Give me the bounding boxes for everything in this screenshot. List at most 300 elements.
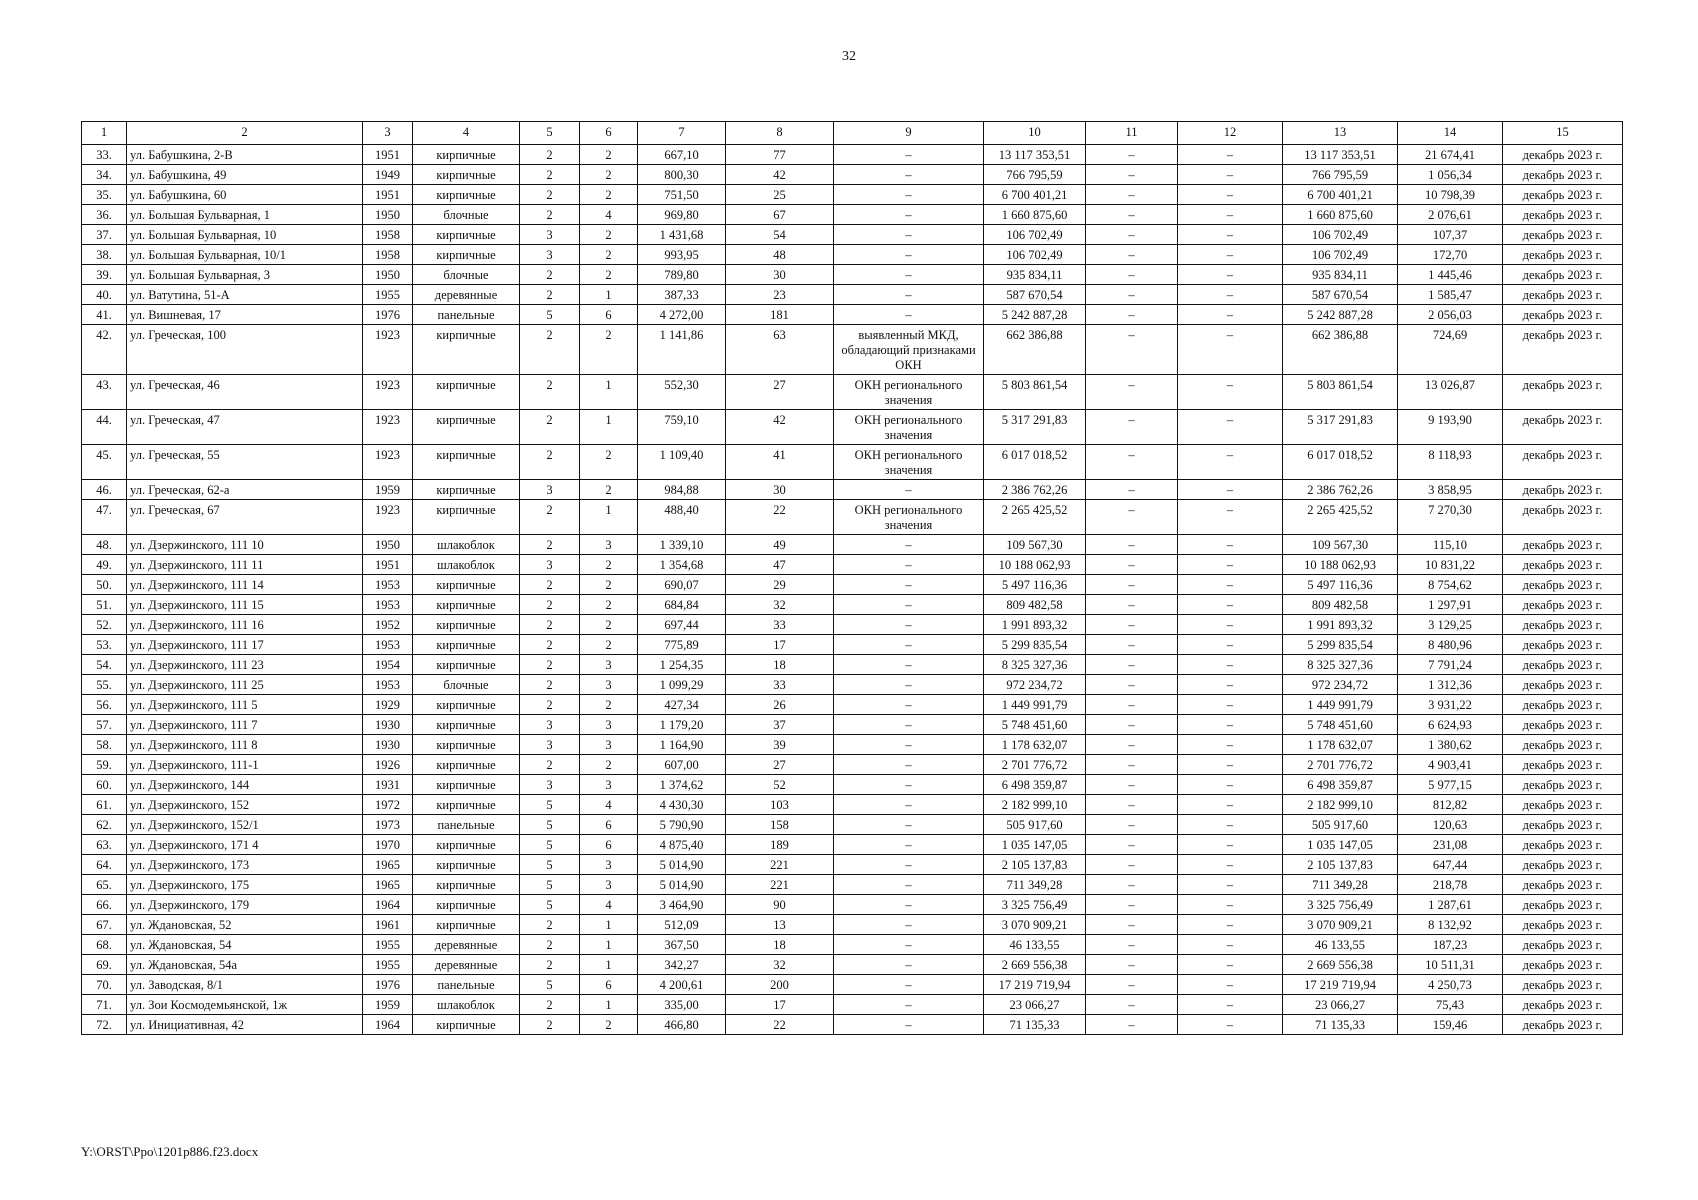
table-cell: 41 <box>726 445 834 480</box>
table-cell: – <box>1086 995 1178 1015</box>
table-cell: блочные <box>413 265 520 285</box>
table-cell: 711 349,28 <box>1283 875 1398 895</box>
table-cell: ул. Большая Бульварная, 1 <box>127 205 363 225</box>
table-cell: 158 <box>726 815 834 835</box>
table-row <box>82 915 1623 935</box>
table-row <box>82 775 1623 795</box>
table-cell: 935 834,11 <box>1283 265 1398 285</box>
table-cell: 90 <box>726 895 834 915</box>
table-cell: 2 669 556,38 <box>984 955 1086 975</box>
table-cell: – <box>834 1015 984 1035</box>
table-cell: 2 <box>580 1015 638 1035</box>
table-cell: 427,34 <box>638 695 726 715</box>
table-cell: 6 624,93 <box>1398 715 1503 735</box>
table-cell: ул. Греческая, 62-а <box>127 480 363 500</box>
table-cell: 488,40 <box>638 500 726 535</box>
table-cell: 662 386,88 <box>1283 325 1398 375</box>
table-row <box>82 795 1623 815</box>
table-cell: – <box>1086 955 1178 975</box>
column-header: 8 <box>726 122 834 145</box>
table-cell: ул. Дзержинского, 111 17 <box>127 635 363 655</box>
table-cell: 1 164,90 <box>638 735 726 755</box>
table-cell: – <box>1178 915 1283 935</box>
table-cell: 42. <box>82 325 127 375</box>
table-cell: 1953 <box>363 575 413 595</box>
table-cell: 1972 <box>363 795 413 815</box>
table-cell: – <box>1178 815 1283 835</box>
table-cell: 6 017 018,52 <box>984 445 1086 480</box>
table-cell: 1 178 632,07 <box>984 735 1086 755</box>
table-cell: 6 <box>580 815 638 835</box>
table-cell: – <box>1086 855 1178 875</box>
table-cell: 1958 <box>363 245 413 265</box>
table-cell: 18 <box>726 935 834 955</box>
table-cell: – <box>1086 915 1178 935</box>
table-cell: декабрь 2023 г. <box>1503 555 1623 575</box>
table-cell: 1931 <box>363 775 413 795</box>
table-cell: 8 118,93 <box>1398 445 1503 480</box>
table-cell: 1 445,46 <box>1398 265 1503 285</box>
table-cell: 5 <box>520 975 580 995</box>
table-cell: 2 <box>520 535 580 555</box>
table-cell: – <box>834 815 984 835</box>
table-cell: декабрь 2023 г. <box>1503 615 1623 635</box>
table-cell: 5 <box>520 305 580 325</box>
table-cell: декабрь 2023 г. <box>1503 185 1623 205</box>
table-cell: 3 <box>520 775 580 795</box>
table-cell: 120,63 <box>1398 815 1503 835</box>
table-cell: 2 <box>520 955 580 975</box>
table-cell: 1 431,68 <box>638 225 726 245</box>
table-cell: 67 <box>726 205 834 225</box>
table-cell: 1950 <box>363 205 413 225</box>
table-cell: 115,10 <box>1398 535 1503 555</box>
table-cell: 55. <box>82 675 127 695</box>
table-cell: – <box>834 855 984 875</box>
table-cell: ул. Большая Бульварная, 3 <box>127 265 363 285</box>
table-cell: декабрь 2023 г. <box>1503 735 1623 755</box>
table-cell: 984,88 <box>638 480 726 500</box>
table-cell: 5 <box>520 795 580 815</box>
table-cell: 690,07 <box>638 575 726 595</box>
table-cell: 587 670,54 <box>984 285 1086 305</box>
table-cell: ул. Бабушкина, 2-В <box>127 145 363 165</box>
table-cell: 1 312,36 <box>1398 675 1503 695</box>
table-cell: 2 <box>580 575 638 595</box>
table-cell: 159,46 <box>1398 1015 1503 1035</box>
table-cell: деревянные <box>413 955 520 975</box>
table-cell: 2 <box>580 185 638 205</box>
table-cell: декабрь 2023 г. <box>1503 595 1623 615</box>
table-cell: 3 <box>520 225 580 245</box>
table-cell: 1 585,47 <box>1398 285 1503 305</box>
table-cell: 54 <box>726 225 834 245</box>
table-cell: 1976 <box>363 305 413 325</box>
table-cell: кирпичные <box>413 775 520 795</box>
table-cell: 766 795,59 <box>1283 165 1398 185</box>
table-cell: – <box>1086 205 1178 225</box>
table-cell: – <box>834 675 984 695</box>
table-cell: 1926 <box>363 755 413 775</box>
table-cell: 2 <box>520 615 580 635</box>
table-cell: декабрь 2023 г. <box>1503 875 1623 895</box>
table-cell: 2 182 999,10 <box>1283 795 1398 815</box>
table-cell: – <box>834 775 984 795</box>
column-header: 12 <box>1178 122 1283 145</box>
table-cell: – <box>1178 595 1283 615</box>
table-cell: – <box>834 915 984 935</box>
table-cell: – <box>834 635 984 655</box>
table-cell: 4 <box>580 895 638 915</box>
table-cell: деревянные <box>413 285 520 305</box>
column-header: 5 <box>520 122 580 145</box>
table-cell: 5 977,15 <box>1398 775 1503 795</box>
table-cell: 3 <box>580 855 638 875</box>
table-cell: 2 <box>580 225 638 245</box>
table-cell: ул. Дзержинского, 111 11 <box>127 555 363 575</box>
table-cell: 17 <box>726 995 834 1015</box>
table-row <box>82 205 1623 225</box>
table-cell: шлакоблок <box>413 535 520 555</box>
table-cell: 4 <box>580 795 638 815</box>
table-cell: декабрь 2023 г. <box>1503 815 1623 835</box>
table-cell: ул. Дзержинского, 111 16 <box>127 615 363 635</box>
table-cell: 3 129,25 <box>1398 615 1503 635</box>
table-cell: 342,27 <box>638 955 726 975</box>
table-cell: 5 <box>520 855 580 875</box>
table-cell: 200 <box>726 975 834 995</box>
table-cell: 2 <box>520 655 580 675</box>
table-cell: 39 <box>726 735 834 755</box>
table-cell: 37. <box>82 225 127 245</box>
table-cell: – <box>1178 835 1283 855</box>
table-cell: 2 <box>580 145 638 165</box>
table-cell: – <box>834 535 984 555</box>
table-cell: ул. Дзержинского, 111 7 <box>127 715 363 735</box>
table-cell: 2 265 425,52 <box>1283 500 1398 535</box>
table-cell: 64. <box>82 855 127 875</box>
table-cell: 41. <box>82 305 127 325</box>
table-cell: – <box>834 595 984 615</box>
table-row <box>82 285 1623 305</box>
table-cell: 10 188 062,93 <box>984 555 1086 575</box>
table-cell: 35. <box>82 185 127 205</box>
table-cell: 3 <box>520 735 580 755</box>
table-cell: 1 339,10 <box>638 535 726 555</box>
table-cell: – <box>834 895 984 915</box>
table-cell: – <box>1178 575 1283 595</box>
table-cell: 2 <box>580 595 638 615</box>
table-cell: 1976 <box>363 975 413 995</box>
table-cell: 1 449 991,79 <box>1283 695 1398 715</box>
table-cell: – <box>1086 935 1178 955</box>
table-cell: – <box>1086 755 1178 775</box>
table-cell: 48 <box>726 245 834 265</box>
table-cell: 13 117 353,51 <box>984 145 1086 165</box>
table-cell: 751,50 <box>638 185 726 205</box>
table-cell: 46 133,55 <box>984 935 1086 955</box>
table-cell: 2 <box>520 205 580 225</box>
table-row <box>82 575 1623 595</box>
table-cell: декабрь 2023 г. <box>1503 305 1623 325</box>
table-cell: 2 <box>580 480 638 500</box>
table-cell: – <box>1178 165 1283 185</box>
table-cell: 187,23 <box>1398 935 1503 955</box>
table-cell: кирпичные <box>413 185 520 205</box>
table-cell: – <box>1178 635 1283 655</box>
table-cell: 23 066,27 <box>984 995 1086 1015</box>
table-cell: 2 <box>520 635 580 655</box>
table-cell: – <box>1178 225 1283 245</box>
table-cell: – <box>1086 575 1178 595</box>
table-cell: ОКН регионального значения <box>834 375 984 410</box>
table-cell: ул. Дзержинского, 111 8 <box>127 735 363 755</box>
table-cell: 2 <box>520 755 580 775</box>
table-cell: 1 374,62 <box>638 775 726 795</box>
table-cell: – <box>1178 500 1283 535</box>
table-cell: 759,10 <box>638 410 726 445</box>
table-cell: 809 482,58 <box>1283 595 1398 615</box>
table-cell: панельные <box>413 815 520 835</box>
table-row <box>82 480 1623 500</box>
table-cell: 21 674,41 <box>1398 145 1503 165</box>
table-cell: 5 014,90 <box>638 875 726 895</box>
table-cell: 25 <box>726 185 834 205</box>
table-row <box>82 225 1623 245</box>
table-cell: 103 <box>726 795 834 815</box>
table-cell: 2 <box>520 915 580 935</box>
table-cell: 1 141,86 <box>638 325 726 375</box>
table-cell: 3 931,22 <box>1398 695 1503 715</box>
table-cell: ул. Дзержинского, 171 4 <box>127 835 363 855</box>
table-cell: ул. Ждановская, 52 <box>127 915 363 935</box>
table-cell: 1 380,62 <box>1398 735 1503 755</box>
table-cell: 3 <box>580 875 638 895</box>
table-cell: 2 <box>520 995 580 1015</box>
table-cell: 1953 <box>363 595 413 615</box>
table-cell: 8 480,96 <box>1398 635 1503 655</box>
table-cell: 1 035 147,05 <box>984 835 1086 855</box>
table-cell: ул. Зои Космодемьянской, 1ж <box>127 995 363 1015</box>
table-cell: – <box>1178 855 1283 875</box>
table-cell: 45. <box>82 445 127 480</box>
table-cell: 30 <box>726 480 834 500</box>
table-cell: 57. <box>82 715 127 735</box>
table-cell: ул. Ждановская, 54а <box>127 955 363 975</box>
table-cell: декабрь 2023 г. <box>1503 715 1623 735</box>
table-cell: 766 795,59 <box>984 165 1086 185</box>
table-cell: декабрь 2023 г. <box>1503 935 1623 955</box>
table-cell: 3 <box>520 715 580 735</box>
table-cell: – <box>1086 480 1178 500</box>
table-cell: ул. Греческая, 46 <box>127 375 363 410</box>
table-cell: 1 991 893,32 <box>984 615 1086 635</box>
table-cell: 33. <box>82 145 127 165</box>
table-cell: 552,30 <box>638 375 726 410</box>
table-cell: – <box>1086 285 1178 305</box>
table-cell: декабрь 2023 г. <box>1503 205 1623 225</box>
table-cell: – <box>834 655 984 675</box>
table-cell: декабрь 2023 г. <box>1503 975 1623 995</box>
table-cell: 231,08 <box>1398 835 1503 855</box>
page-number: 32 <box>842 49 856 64</box>
table-cell: 10 831,22 <box>1398 555 1503 575</box>
table-cell: кирпичные <box>413 480 520 500</box>
table-cell: – <box>1178 995 1283 1015</box>
table-cell: – <box>834 995 984 1015</box>
table-cell: 40. <box>82 285 127 305</box>
table-cell: 53. <box>82 635 127 655</box>
table-cell: 18 <box>726 655 834 675</box>
table-cell: 77 <box>726 145 834 165</box>
table-cell: 789,80 <box>638 265 726 285</box>
table-cell: ул. Дзержинского, 175 <box>127 875 363 895</box>
table-cell: 993,95 <box>638 245 726 265</box>
table-cell: 1 <box>580 375 638 410</box>
table-cell: 512,09 <box>638 915 726 935</box>
table-cell: ул. Инициативная, 42 <box>127 1015 363 1035</box>
table-cell: 367,50 <box>638 935 726 955</box>
table-cell: 2 265 425,52 <box>984 500 1086 535</box>
table-row <box>82 145 1623 165</box>
table-cell: кирпичные <box>413 875 520 895</box>
table-cell: – <box>1178 795 1283 815</box>
table-cell: 5 <box>520 815 580 835</box>
table-cell: 46 133,55 <box>1283 935 1398 955</box>
table-cell: 1954 <box>363 655 413 675</box>
table-cell: 51. <box>82 595 127 615</box>
table-cell: 1 287,61 <box>1398 895 1503 915</box>
table-cell: – <box>834 835 984 855</box>
table-cell: – <box>834 185 984 205</box>
table-cell: 106 702,49 <box>1283 245 1398 265</box>
column-header: 11 <box>1086 122 1178 145</box>
table-cell: 2 <box>520 375 580 410</box>
table-cell: 4 875,40 <box>638 835 726 855</box>
table-cell: 5 242 887,28 <box>984 305 1086 325</box>
table-cell: – <box>1178 875 1283 895</box>
table-cell: 2 <box>580 615 638 635</box>
table-cell: 2 <box>520 695 580 715</box>
table-cell: кирпичные <box>413 410 520 445</box>
table-cell: 6 498 359,87 <box>1283 775 1398 795</box>
table-cell: 42 <box>726 410 834 445</box>
table-cell: 1930 <box>363 735 413 755</box>
table-row <box>82 1015 1623 1035</box>
table-cell: ул. Большая Бульварная, 10 <box>127 225 363 245</box>
table-cell: – <box>1178 145 1283 165</box>
table-cell: – <box>834 480 984 500</box>
table-cell: 5 <box>520 875 580 895</box>
table-cell: – <box>834 575 984 595</box>
table-cell: 3 <box>580 535 638 555</box>
table-cell: 189 <box>726 835 834 855</box>
table-cell: 505 917,60 <box>1283 815 1398 835</box>
table-cell: 1 <box>580 500 638 535</box>
table-cell: 67. <box>82 915 127 935</box>
table-cell: – <box>1178 695 1283 715</box>
table-cell: 972 234,72 <box>984 675 1086 695</box>
table-cell: – <box>834 265 984 285</box>
table-cell: – <box>1086 145 1178 165</box>
table-cell: 6 017 018,52 <box>1283 445 1398 480</box>
table-cell: 2 <box>520 325 580 375</box>
table-cell: – <box>1178 205 1283 225</box>
table-cell: 109 567,30 <box>984 535 1086 555</box>
table-cell: – <box>834 285 984 305</box>
table-cell: 5 803 861,54 <box>1283 375 1398 410</box>
table-cell: шлакоблок <box>413 995 520 1015</box>
table-cell: кирпичные <box>413 145 520 165</box>
table-cell: декабрь 2023 г. <box>1503 915 1623 935</box>
table-cell: ул. Бабушкина, 60 <box>127 185 363 205</box>
table-cell: 2 386 762,26 <box>984 480 1086 500</box>
column-header: 4 <box>413 122 520 145</box>
table-cell: кирпичные <box>413 1015 520 1035</box>
table-cell: – <box>1086 895 1178 915</box>
table-cell: – <box>1086 555 1178 575</box>
table-cell: 13 117 353,51 <box>1283 145 1398 165</box>
table-cell: кирпичные <box>413 755 520 775</box>
table-cell: – <box>834 755 984 775</box>
table-cell: ул. Греческая, 67 <box>127 500 363 535</box>
table-cell: – <box>1086 535 1178 555</box>
table-cell: 607,00 <box>638 755 726 775</box>
table-row <box>82 445 1623 480</box>
table-cell: 2 <box>580 555 638 575</box>
table-cell: декабрь 2023 г. <box>1503 535 1623 555</box>
table-cell: ул. Ватутина, 51-А <box>127 285 363 305</box>
table-cell: ул. Греческая, 55 <box>127 445 363 480</box>
table-cell: 466,80 <box>638 1015 726 1035</box>
table-cell: 2 <box>520 165 580 185</box>
table-cell: 1 254,35 <box>638 655 726 675</box>
table-cell: панельные <box>413 305 520 325</box>
table-cell: 3 325 756,49 <box>984 895 1086 915</box>
table-cell: 1952 <box>363 615 413 635</box>
table-cell: 62. <box>82 815 127 835</box>
table-cell: 1 178 632,07 <box>1283 735 1398 755</box>
table-body <box>82 122 1623 1035</box>
table-cell: декабрь 2023 г. <box>1503 265 1623 285</box>
table-cell: декабрь 2023 г. <box>1503 995 1623 1015</box>
table-cell: 647,44 <box>1398 855 1503 875</box>
table-cell: кирпичные <box>413 325 520 375</box>
table-cell: 2 669 556,38 <box>1283 955 1398 975</box>
column-header: 14 <box>1398 122 1503 145</box>
table-cell: 1930 <box>363 715 413 735</box>
table-cell: 54. <box>82 655 127 675</box>
table-cell: 2 076,61 <box>1398 205 1503 225</box>
table-cell: 3 <box>520 480 580 500</box>
table-cell: 2 <box>580 445 638 480</box>
table-cell: 46. <box>82 480 127 500</box>
table-cell: 8 754,62 <box>1398 575 1503 595</box>
table-cell: кирпичные <box>413 445 520 480</box>
table-cell: – <box>1086 445 1178 480</box>
table-cell: – <box>834 735 984 755</box>
table-row <box>82 655 1623 675</box>
table-cell: декабрь 2023 г. <box>1503 285 1623 305</box>
table-cell: 36. <box>82 205 127 225</box>
table-cell: 3 <box>520 245 580 265</box>
column-header: 15 <box>1503 122 1623 145</box>
table-cell: 662 386,88 <box>984 325 1086 375</box>
table-row <box>82 935 1623 955</box>
table-cell: – <box>1086 265 1178 285</box>
table-cell: ул. Дзержинского, 173 <box>127 855 363 875</box>
table-cell: 1 056,34 <box>1398 165 1503 185</box>
